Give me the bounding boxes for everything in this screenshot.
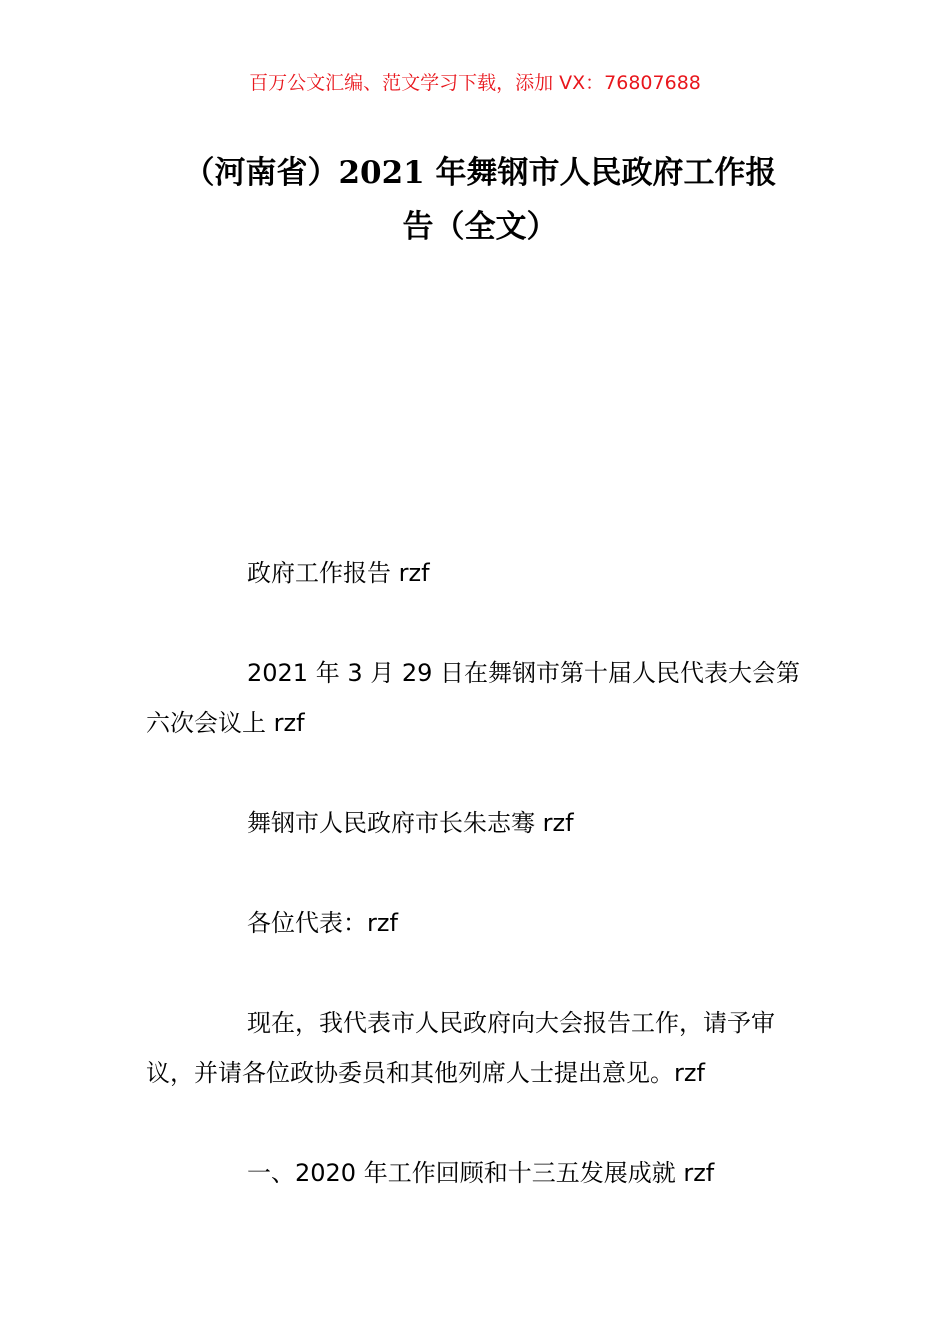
paragraph-section-heading: 一、2020 年工作回顾和十三五发展成就 rzf bbox=[247, 1159, 715, 1187]
title-line-2: 告（全文） bbox=[402, 209, 558, 245]
paragraph-meeting-date: 2021 年 3 月 29 日在舞钢市第十届人民代表大会第六次会议上 rzf bbox=[146, 659, 801, 737]
document-body bbox=[146, 548, 812, 1248]
paragraph-salutation: 各位代表：rzf bbox=[247, 909, 398, 937]
title-line-1: （河南省）2021 年舞钢市人民政府工作报 bbox=[183, 155, 777, 191]
paragraph-report-label: 政府工作报告 rzf bbox=[247, 559, 430, 587]
header-note: 百万公文汇编、范文学习下载，添加 VX：76807688 bbox=[249, 72, 701, 94]
paragraph-mayor: 舞钢市人民政府市长朱志骞 rzf bbox=[247, 809, 574, 837]
paragraph-intro: 现在，我代表市人民政府向大会报告工作，请予审议，并请各位政协委员和其他列席人士提出意见。rzf bbox=[146, 1009, 775, 1087]
document-title bbox=[150, 146, 810, 254]
